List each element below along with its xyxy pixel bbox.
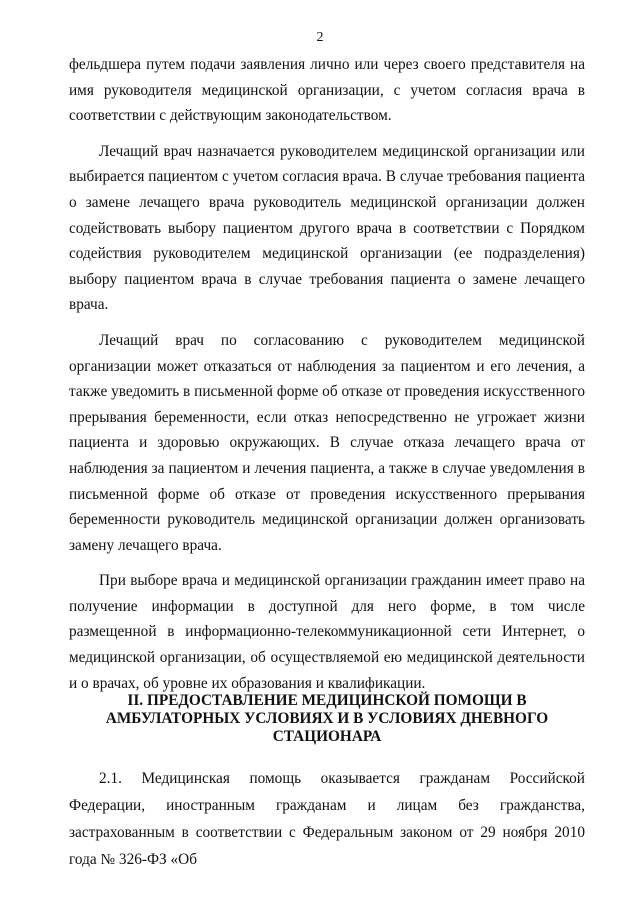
body-text (69, 52, 585, 696)
paragraph-continuation: фельдшера путем подачи заявления лично или через своего представителя на имя руководителя медицинской организации, с учетом согласия врача в соответствии с действующим законодательством. (69, 56, 585, 125)
paragraph-physician-refusal: Лечащий врач по согласованию с руководителем медицинской организации может отказаться от наблюдения за пациентом и его лечения, а также уведомить в письменной форме об отказе от проведения искусственного прерывания беременности, если отказ непосредственно не угрожает жизни пациента и здоровью окружающих. В случае отказа лечащего врача от наблюдения за пациентом и лечения пациента, а также в случае уведомления в письменной форме об отказе от проведения искусственного прерывания беременности руководитель медицинской организации должен организовать замену лечащего врача. (69, 331, 585, 554)
section-body (69, 765, 585, 873)
paragraph-section-2-1: 2.1. Медицинская помощь оказывается гражданам Российской Федерации, иностранным гражданам и лицам без гражданства, застрахованным в соответствии с Федеральным законом от 29 ноября 2010 года № 326-ФЗ «Об (69, 770, 585, 868)
section-heading: II. ПРЕДОСТАВЛЕНИЕ МЕДИЦИНСКОЙ ПОМОЩИ В АМБУЛАТОРНЫХ УСЛОВИЯХ И В УСЛОВИЯХ ДНЕВНОГО СТАЦИОНАРА (105, 692, 549, 745)
page-number: 2 (316, 30, 324, 45)
paragraph-right-to-information: При выборе врача и медицинской организации гражданин имеет право на получение информации в доступной для него форме, в том числе размещенной в информационно-телекоммуникационной сети Интернет, о медицинской организации, об осуществляемой ею медицинской деятельности и о врачах, об уровне их образования и квалификации. (69, 572, 585, 692)
paragraph-attending-physician-assignment: Лечащий врач назначается руководителем медицинской организации или выбирается пациентом с учетом согласия врача. В случае требования пациента о замене лечащего врача руководитель медицинской организации должен содействовать выбору пациентом другого врача в соответствии с Порядком содействия руководителем медицинской организации (ее подразделения) выбору пациентом врача в случае требования пациента о замене лечащего врача. (69, 142, 585, 314)
